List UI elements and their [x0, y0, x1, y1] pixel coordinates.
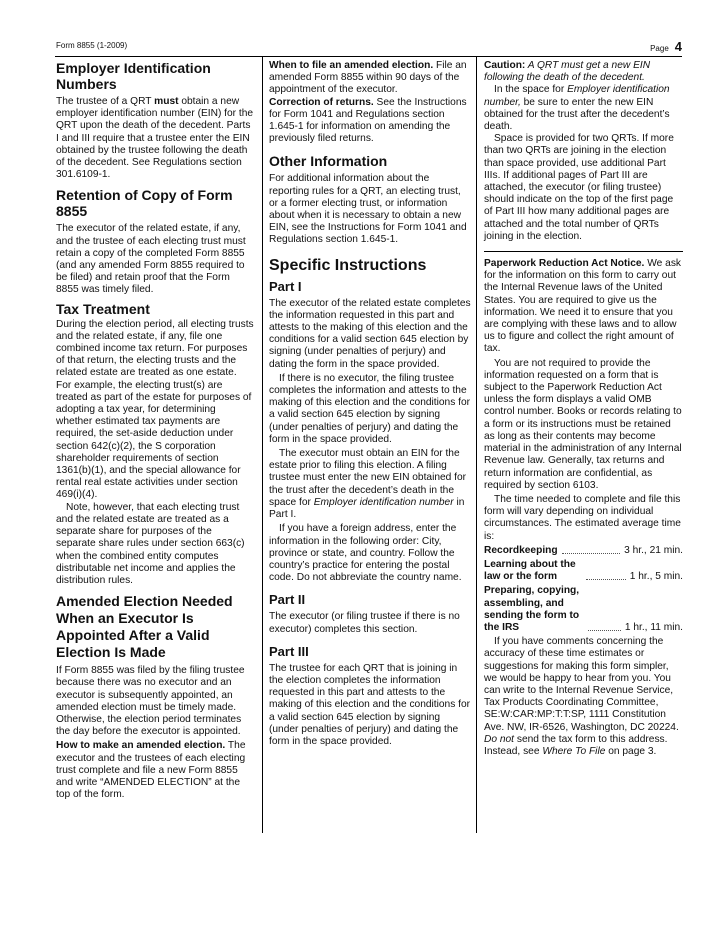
caution-note: Caution: A QRT must get a new EIN following the death of the decedent.	[484, 60, 651, 84]
paragraph: The executor of the related estate, if any, and the trustee of each electing trust must retain a copy of the completed Form 8855 (and any amended Form 8855 required to be filed) and retain proof that the Form 8855 was timely filed.	[56, 223, 246, 296]
section-heading: Part II	[269, 592, 306, 608]
paragraph: You are not required to provide the information requested on a form that is subject to the Paperwork Reduction Act unless the form displays a valid OMB control number. Books or records relating to a form or its instructions must be retained as long as their contents may become material in the administration of any Internal Revenue law. Generally, tax returns and return information are confidential, as required by section 6103.	[484, 357, 682, 491]
section-heading: Retention of Copy of Form 8855	[56, 187, 233, 220]
paragraph: If you have comments concerning the accuracy of these time estimates or suggestions for making this form simpler, we would be happy to hear from you. You can write to the Internal Revenue Service, Tax Products Coordinating Committee, SE:W:CAR:MP:T:T:SP, 1111 Constitution Ave. NW, IR-6526, Washington, DC 20224. Do not send the tax form to this address. Instead, see Where To File on page 3.	[484, 636, 679, 757]
time-estimate-row: Recordkeeping 3 hr., 21 min.	[484, 544, 683, 556]
paragraph: The trustee of a QRT must obtain a new employer identification number (EIN) for the QRT upon the death of the decedent. Parts I and III require that a trustee enter the EIN obtained by the trustee following the death of the decedent. See Regulations section 301.6109-1.	[56, 96, 254, 181]
page-header	[56, 39, 682, 53]
header-rule	[55, 56, 682, 57]
section-heading: Amended Election Needed When an Executor Is Appointed After a Valid Election Is Made	[56, 593, 233, 661]
column-left	[56, 60, 254, 801]
section-heading: Tax Treatment	[56, 300, 150, 317]
paragraph: If there is no executor, the filing trustee completes the information and attests to the making of this election and the conditions for a valid section 645 election by signing (under penalties of perjury) and dating the form in the space provided.	[269, 372, 471, 445]
paragraph: The executor (or filing trustee if there is no executor) completes this section.	[269, 611, 460, 635]
paragraph: When to file an amended election. File an amended Form 8855 within 90 days of the appointment of the executor.	[269, 60, 467, 96]
paragraph: The executor of the related estate completes the information requested in this part and attests to the making of this election and the conditions for a valid section 645 election by signing (under penalties of perjury) and dating the form in the space provided.	[269, 297, 471, 370]
page-number: 4	[674, 39, 682, 54]
section-heading: Other Information	[269, 153, 388, 170]
paragraph: Correction of returns. See the Instructions for Form 1041 and Regulations section 1.645-1 for information on amending the previously filed returns.	[269, 96, 467, 145]
column-divider	[262, 57, 263, 833]
section-heading: Part III	[269, 643, 309, 659]
section-heading: Specific Instructions	[269, 256, 427, 274]
section-divider	[484, 251, 683, 252]
paragraph: If Form 8855 was filed by the filing trustee because there was no executor and an executor is subsequently appointed, an amended election must be timely made. Otherwise, the election period terminates the day before the executor is appointed.	[56, 665, 245, 738]
section-heading: Employer Identification Numbers	[56, 60, 211, 92]
paragraph: Paperwork Reduction Act Notice. We ask for the information on this form to carry out the Internal Revenue laws of the United States. You are required to give us the information. We need it to ensure that you are complying with these laws and to allow us to figure and collect the right amount of tax.	[484, 258, 682, 355]
paragraph: How to make an amended election. The executor and the trustees of each electing trust complete and file a new Form 8855 and write “AMENDED ELECTION” at the top of the form.	[56, 740, 246, 801]
paragraph: Space is provided for two QRTs. If more than two QRTs are joining in the election than space provided, use additional Part IIIs. If additional pages of Part III are attached, the executor (or filing trustee) should indicate on the top of the first page of Part III how many additional pages are attached and the total number of QRTs joining in the election.	[484, 133, 674, 242]
paragraph: For additional information about the reporting rules for a QRT, an electing trust, or a former electing trust, or information about when it is necessary to obtain a new EIN, see the Instructions for Form 1041 and Regulations section 1.645-1.	[269, 173, 467, 246]
time-estimate-row: Learning about the law or the form 1 hr., 5 min.	[484, 558, 683, 583]
paragraph: Note, however, that each electing trust and the related estate are treated as a separate share for purposes of the separate share rules under section 663(c) when the combined entity computes distributable net income and applies the distribution rules.	[56, 501, 245, 586]
section-heading: Part I	[269, 278, 302, 294]
time-estimate-row: Preparing, copying, assembling, and sending the form to the IRS 1 hr., 11 min.	[484, 585, 683, 633]
paragraph: During the election period, all electing trusts and the related estate, if any, file one combined income tax return. For purposes of that return, the electing trusts and the related estate are treated as one estate. For example, the electing trust(s) are treated as part of the estate for purposes of adopting a tax year, for determining whether estimated tax payments are required, the set-aside deduction under section 642(c)(2), the S corporation shareholder requirements of section 1361(b)(1), and the special allowance for rental real estate activities under section 469(i)(4).	[56, 318, 254, 501]
paragraph: If you have a foreign address, enter the information in the following order: City, province or state, and country. Follow the country’s practice for entering the postal code. Do not abbreviate the country name.	[269, 523, 462, 584]
column-middle	[269, 60, 472, 748]
paragraph: The trustee for each QRT that is joining in the election completes the information requested in this part and attests to the making of this election and the conditions for a valid section 645 election by signing (under penalties of perjury) and dating the form in the space provided.	[269, 662, 471, 747]
form-label: Form 8855 (1-2009)	[56, 41, 128, 50]
page-number-label: Page 4	[650, 39, 682, 54]
paragraph: In the space for Employer identification number, be sure to enter the new EIN obtained for the trust after the decedent’s death.	[484, 84, 670, 133]
paragraph: The executor must obtain an EIN for the estate prior to filing this election. A filing trustee must enter the new EIN obtained for the trust after the decedent’s death in the space for Employer identification number in Part I.	[269, 448, 467, 521]
column-right	[484, 60, 683, 758]
column-divider	[476, 57, 477, 833]
paragraph: The time needed to complete and file this form will vary depending on individual circumstances. The estimated average time is:	[484, 493, 681, 542]
